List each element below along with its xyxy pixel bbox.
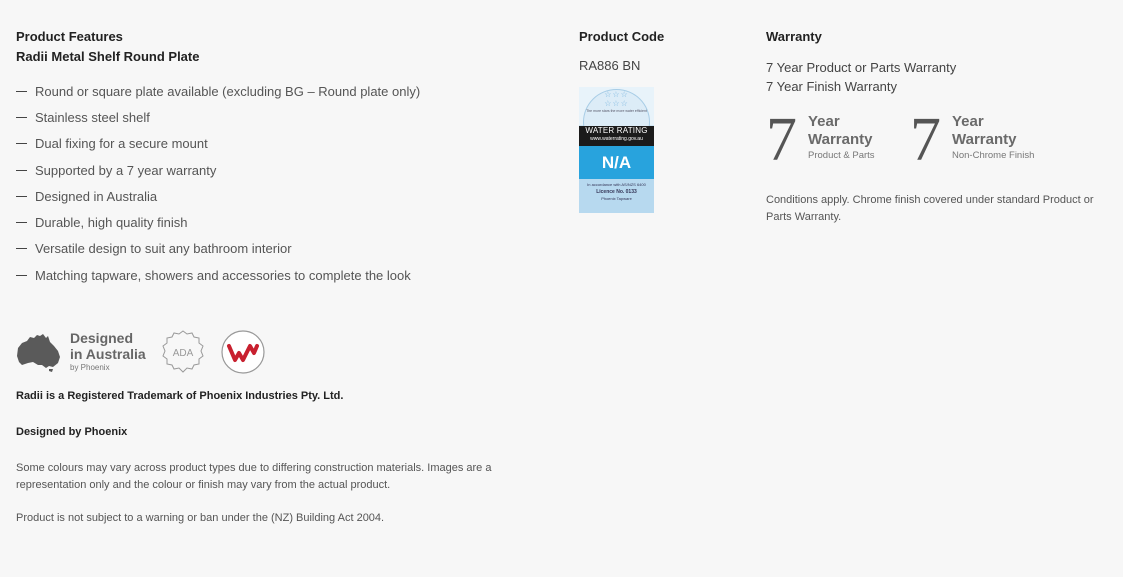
warranty-sub-label: Product & Parts [808, 150, 875, 161]
list-item [16, 131, 556, 157]
warranty-lines [766, 58, 1111, 96]
australia-map-icon [16, 332, 64, 372]
dash-icon [16, 222, 27, 223]
dash-icon [16, 248, 27, 249]
list-item [16, 209, 556, 235]
water-rating-url: www.waterrating.gov.au [590, 136, 643, 142]
list-item [16, 183, 556, 209]
product-code-heading: Product Code [579, 29, 665, 44]
watermark-logo-icon [220, 329, 266, 375]
water-rating-value: N/A [579, 146, 654, 179]
feature-text: Matching tapware, showers and accessories to complete the look [35, 267, 411, 283]
dash-icon [16, 91, 27, 92]
dash-icon [16, 170, 27, 171]
warranty-section [766, 28, 1111, 226]
feature-text: Versatile design to suit any bathroom interior [35, 241, 292, 257]
list-item [16, 262, 556, 288]
feature-text: Round or square plate available (excluding BG – Round plate only) [35, 83, 421, 99]
product-features-section [16, 28, 556, 288]
water-rating-badge [579, 87, 654, 213]
warranty-label: Warranty [808, 131, 873, 148]
warranty-year-label: Year [808, 113, 840, 130]
feature-text: Stainless steel shelf [35, 109, 150, 125]
warranty-years-number: 7 [910, 106, 941, 174]
list-item [16, 104, 556, 130]
list-item [16, 78, 556, 104]
trademark-notice: Radii is a Registered Trademark of Phoenix Industries Pty. Ltd. [16, 390, 344, 402]
dash-icon [16, 117, 27, 118]
water-rating-licence [579, 179, 654, 213]
feature-text: Designed in Australia [35, 188, 158, 204]
ada-seal-icon [160, 329, 206, 375]
list-item [16, 236, 556, 262]
feature-text: Dual fixing for a secure mount [35, 136, 208, 152]
designed-by-notice: Designed by Phoenix [16, 426, 128, 438]
water-rating-stars-icon: ☆☆☆ ☆☆☆ [604, 90, 629, 108]
warranty-sub-label: Non-Chrome Finish [952, 150, 1035, 161]
water-rating-band [579, 126, 654, 146]
warranty-line-1: 7 Year Product or Parts Warranty [766, 60, 957, 75]
product-code-section [579, 28, 739, 213]
product-name: Radii Metal Shelf Round Plate [16, 49, 200, 64]
colour-disclaimer: Some colours may vary across product types due to differing construction materials. Images are a representation only and the colour or finish may vary from the actual product. [16, 462, 492, 491]
dash-icon [16, 275, 27, 276]
warranty-badges [766, 106, 1111, 180]
water-rating-brand: Phoenix Tapware [601, 196, 632, 201]
designed-line-1: Designed [70, 330, 134, 346]
svg-text:ADA: ADA [172, 348, 194, 359]
logos-row [16, 326, 266, 378]
list-item [16, 157, 556, 183]
warranty-years-number: 7 [766, 106, 797, 174]
warranty-conditions: Conditions apply. Chrome finish covered under standard Product or Parts Warranty. [766, 194, 1094, 223]
warranty-label: Warranty [952, 131, 1017, 148]
designed-line-2: in Australia [70, 346, 146, 362]
warranty-heading: Warranty [766, 29, 822, 44]
water-rating-licence-number: Licence No. 0133 [596, 189, 637, 195]
dash-icon [16, 196, 27, 197]
water-rating-tiny-text: The more stars the more water efficient [586, 109, 647, 113]
water-rating-title: WATER RATING [585, 126, 648, 135]
warranty-year-label: Year [952, 113, 984, 130]
water-rating-accordance: In accordance with AS/NZS 6400 [587, 182, 646, 187]
feature-text: Durable, high quality finish [35, 215, 188, 231]
features-list [16, 78, 556, 288]
dash-icon [16, 143, 27, 144]
product-code-value: RA886 BN [579, 58, 641, 73]
warranty-line-2: 7 Year Finish Warranty [766, 79, 898, 94]
designed-by-small: by Phoenix [70, 363, 110, 372]
designed-in-australia-logo [70, 330, 146, 374]
features-heading: Product Features [16, 29, 123, 44]
nz-building-act-notice: Product is not subject to a warning or ban under the (NZ) Building Act 2004. [16, 512, 385, 524]
warranty-badge-finish [910, 106, 1054, 180]
feature-text: Supported by a 7 year warranty [35, 162, 217, 178]
warranty-badge-product [766, 106, 910, 180]
